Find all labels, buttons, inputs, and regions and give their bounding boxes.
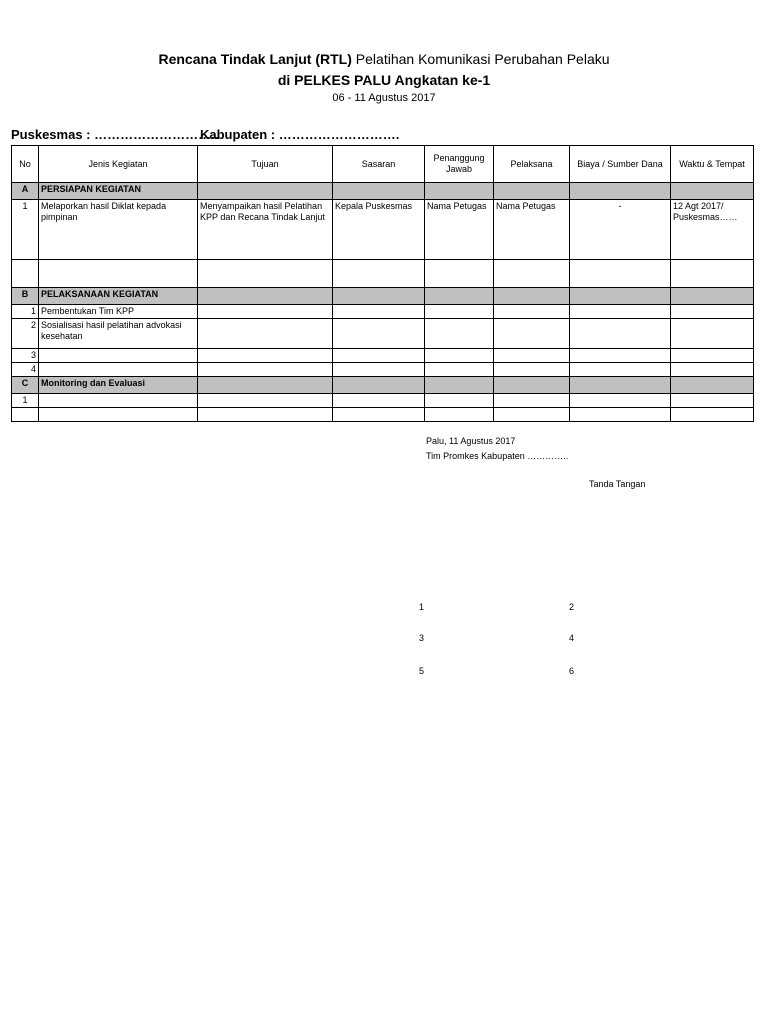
signature-number: 1 <box>419 602 425 612</box>
title-normal: Pelatihan Komunikasi Perubahan Pelaku <box>351 51 610 67</box>
title-bold: Rencana Tindak Lanjut (RTL) <box>158 51 352 67</box>
section-row <box>12 377 754 394</box>
table-row <box>12 408 754 422</box>
section-code: A <box>12 183 39 200</box>
cell-waktu: 12 Agt 2017/ Puskesmas…… <box>671 200 754 260</box>
signature-number: 3 <box>419 633 425 643</box>
section-label: Monitoring dan Evaluasi <box>39 377 198 394</box>
column-header: Tujuan <box>198 146 333 183</box>
cell-jenis: Pembentukan Tim KPP <box>39 305 198 319</box>
table-row <box>12 319 754 349</box>
document-subtitle: di PELKES PALU Angkatan ke-1 <box>277 72 491 88</box>
table-row <box>12 363 754 377</box>
kabupaten-field: Kabupaten : ………………………. <box>200 127 400 142</box>
section-row <box>12 183 754 200</box>
table-row <box>12 260 754 288</box>
section-label: PERSIAPAN KEGIATAN <box>39 183 198 200</box>
cell-jenis: Sosialisasi hasil pelatihan advokasi kesehatan <box>39 319 198 349</box>
signature-number: 5 <box>419 666 425 676</box>
section-row <box>12 288 754 305</box>
column-header: Jenis Kegiatan <box>39 146 198 183</box>
document-title <box>0 51 768 67</box>
puskesmas-field: Puskesmas : ……………………….. <box>11 127 219 142</box>
cell-jenis: Melaporkan hasil Diklat kepada pimpinan <box>39 200 198 260</box>
signature-number: 4 <box>569 633 575 643</box>
table-row <box>12 200 754 260</box>
section-code: B <box>12 288 39 305</box>
cell-biaya: - <box>570 200 671 260</box>
cell-penanggung: Nama Petugas <box>425 200 494 260</box>
row-number: 1 <box>12 200 39 260</box>
column-header: Sasaran <box>333 146 425 183</box>
row-number: 4 <box>12 363 39 377</box>
row-number: 1 <box>12 394 39 408</box>
table-header-row <box>12 146 754 183</box>
section-label: PELAKSANAAN KEGIATAN <box>39 288 198 305</box>
signature-number: 2 <box>569 602 575 612</box>
row-number: 2 <box>12 319 39 349</box>
table-row <box>12 394 754 408</box>
cell-sasaran: Kepala Puskesmas <box>333 200 425 260</box>
signature-number: 6 <box>569 666 575 676</box>
row-number: 1 <box>12 305 39 319</box>
row-number: 3 <box>12 349 39 363</box>
section-code: C <box>12 377 39 394</box>
date-range: 06 - 11 Agustus 2017 <box>332 92 436 104</box>
column-header: Penanggung Jawab <box>425 146 494 183</box>
column-header: Pelaksana <box>494 146 570 183</box>
table-row <box>12 349 754 363</box>
rtl-table <box>11 145 754 422</box>
signature-place-date: Palu, 11 Agustus 2017 <box>426 436 516 446</box>
cell-tujuan: Menyampaikan hasil Pelatihan KPP dan Recana Tindak Lanjut <box>198 200 333 260</box>
cell-pelaksana: Nama Petugas <box>494 200 570 260</box>
column-header: Waktu & Tempat <box>671 146 754 183</box>
table-row <box>12 305 754 319</box>
column-header: Biaya / Sumber Dana <box>570 146 671 183</box>
signature-label: Tanda Tangan <box>589 479 646 489</box>
column-header: No <box>12 146 39 183</box>
signature-team: Tim Promkes Kabupaten ………….. <box>426 451 569 461</box>
